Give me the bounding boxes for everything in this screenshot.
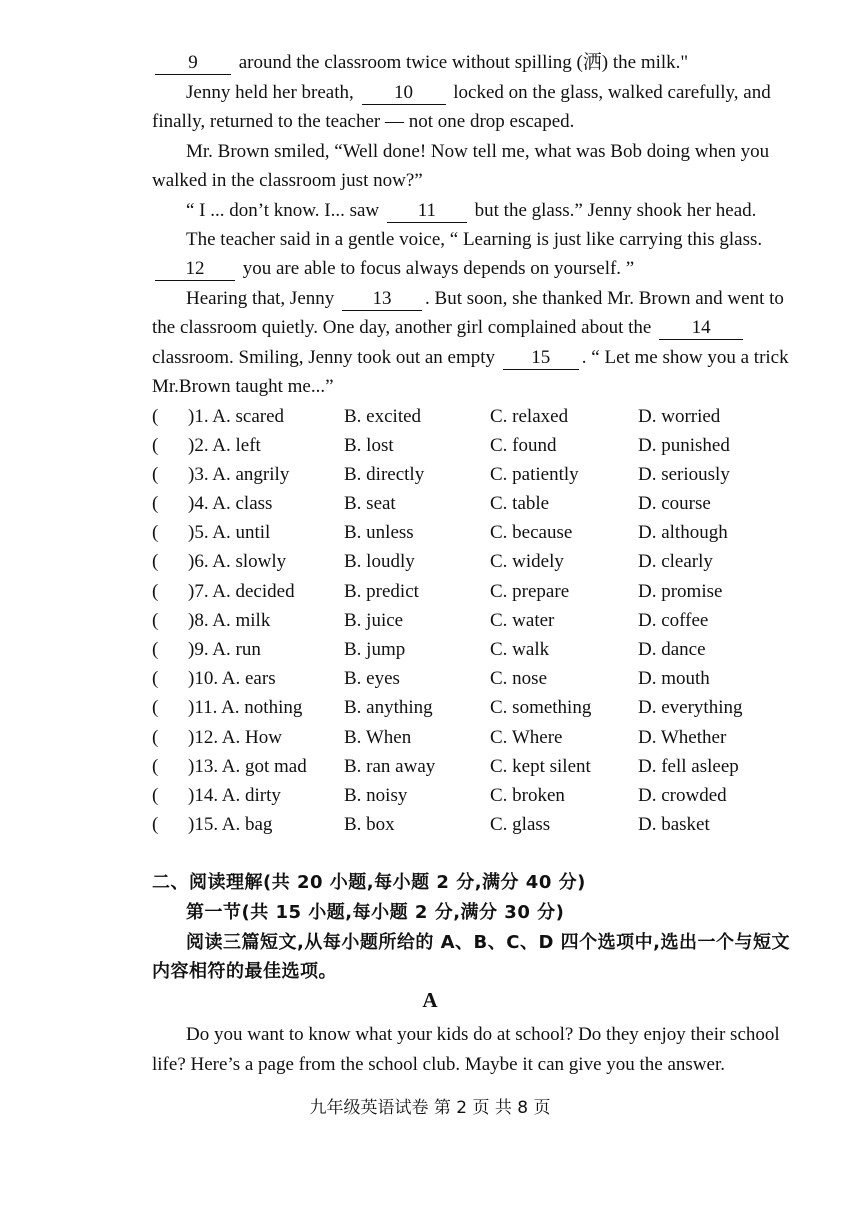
- option-d: D. course: [638, 493, 711, 514]
- instructions-line-2: 内容相符的最佳选项。: [152, 961, 337, 982]
- option-d: D. crowded: [638, 785, 727, 806]
- option-c: C. widely: [490, 551, 564, 572]
- option-b: B. ran away: [344, 756, 436, 777]
- passage-line-2: [186, 78, 816, 107]
- answer-paren[interactable]: (: [152, 493, 159, 514]
- option-b: B. loudly: [344, 551, 415, 572]
- question-row: [152, 664, 782, 693]
- option-a: )4. A. class: [188, 493, 273, 514]
- option-c: C. found: [490, 435, 557, 456]
- question-row: [152, 781, 782, 810]
- question-row: [152, 693, 782, 722]
- answer-paren[interactable]: (: [152, 610, 159, 631]
- blank-14: 14: [659, 317, 743, 340]
- option-b: B. excited: [344, 406, 422, 427]
- option-d: D. promise: [638, 581, 723, 602]
- option-a: )13. A. got mad: [188, 756, 307, 777]
- passage-line-6: [186, 196, 816, 225]
- option-d: D. fell asleep: [638, 756, 739, 777]
- option-b: B. anything: [344, 697, 433, 718]
- passage-line-5: walked in the classroom just now?”: [152, 170, 423, 191]
- passage-text: around the classroom twice without spilling (洒) the milk.": [238, 52, 689, 73]
- option-a: )2. A. left: [188, 435, 261, 456]
- option-d: D. basket: [638, 814, 710, 835]
- question-row: [152, 606, 782, 635]
- option-d: D. Whether: [638, 727, 727, 748]
- question-row: [152, 518, 782, 547]
- answer-paren[interactable]: (: [152, 785, 159, 806]
- blank-9: 9: [155, 52, 231, 75]
- option-c: C. relaxed: [490, 406, 569, 427]
- option-c: C. something: [490, 697, 592, 718]
- passage-text: “ I ... don’t know. I... saw: [186, 200, 380, 221]
- option-b: B. eyes: [344, 668, 400, 689]
- option-c: C. broken: [490, 785, 565, 806]
- option-c: C. patiently: [490, 464, 579, 485]
- reading-line-2: life? Here’s a page from the school club. Maybe it can give you the answer.: [152, 1054, 725, 1075]
- option-b: B. juice: [344, 610, 404, 631]
- option-d: D. although: [638, 522, 728, 543]
- section-heading: 二、阅读理解(共 20 小题,每小题 2 分,满分 40 分): [152, 872, 586, 893]
- instructions-line-1: 阅读三篇短文,从每小题所给的 A、B、C、D 四个选项中,选出一个与短文: [186, 932, 791, 953]
- passage-text: but the glass.” Jenny shook her head.: [474, 200, 757, 221]
- question-row: [152, 402, 782, 431]
- option-c: C. walk: [490, 639, 550, 660]
- option-a: )8. A. milk: [188, 610, 271, 631]
- option-a: )3. A. angrily: [188, 464, 290, 485]
- option-b: B. jump: [344, 639, 406, 660]
- option-b: B. lost: [344, 435, 394, 456]
- option-a: )11. A. nothing: [188, 697, 303, 718]
- answer-paren[interactable]: (: [152, 551, 159, 572]
- blank-15: 15: [503, 347, 579, 370]
- option-b: B. When: [344, 727, 412, 748]
- option-a: )12. A. How: [188, 727, 282, 748]
- option-c: C. kept silent: [490, 756, 591, 777]
- question-row: [152, 752, 782, 781]
- option-a: )7. A. decided: [188, 581, 295, 602]
- option-c: C. table: [490, 493, 550, 514]
- option-d: D. seriously: [638, 464, 730, 485]
- passage-line-12: Mr.Brown taught me...”: [152, 376, 334, 397]
- passage-line-4: Mr. Brown smiled, “Well done! Now tell me, what was Bob doing when you: [186, 141, 770, 162]
- option-c: C. glass: [490, 814, 551, 835]
- option-d: D. everything: [638, 697, 743, 718]
- passage-line-3: finally, returned to the teacher — not one drop escaped.: [152, 111, 575, 132]
- option-c: C. prepare: [490, 581, 570, 602]
- blank-13: 13: [342, 288, 422, 311]
- reading-line-1: Do you want to know what your kids do at school? Do they enjoy their school: [186, 1024, 780, 1045]
- option-a: )1. A. scared: [188, 406, 285, 427]
- passage-line-9: [186, 284, 816, 313]
- option-b: B. noisy: [344, 785, 408, 806]
- option-c: C. Where: [490, 727, 563, 748]
- question-row: [152, 577, 782, 606]
- passage-text: . But soon, she thanked Mr. Brown and went to: [425, 288, 784, 309]
- passage-line-7: The teacher said in a gentle voice, “ Learning is just like carrying this glass.: [186, 229, 763, 250]
- option-c: C. because: [490, 522, 573, 543]
- passage-line-8: [152, 254, 782, 283]
- option-d: D. coffee: [638, 610, 709, 631]
- passage-text: Hearing that, Jenny: [186, 288, 335, 309]
- question-row: [152, 810, 782, 839]
- option-d: D. mouth: [638, 668, 710, 689]
- option-a: )6. A. slowly: [188, 551, 287, 572]
- option-a: )10. A. ears: [188, 668, 276, 689]
- passage-text: locked on the glass, walked carefully, and: [453, 82, 771, 103]
- passage-line-10: [152, 313, 782, 342]
- question-row: [152, 723, 782, 752]
- option-b: B. predict: [344, 581, 419, 602]
- passage-text: Jenny held her breath,: [186, 82, 354, 103]
- answer-paren[interactable]: (: [152, 639, 159, 660]
- subsection-heading: 第一节(共 15 小题,每小题 2 分,满分 30 分): [186, 902, 565, 923]
- option-d: D. punished: [638, 435, 730, 456]
- answer-paren[interactable]: (: [152, 464, 159, 485]
- answer-paren[interactable]: (: [152, 581, 159, 602]
- question-row: [152, 460, 782, 489]
- option-d: D. worried: [638, 406, 721, 427]
- answer-paren[interactable]: (: [152, 727, 159, 748]
- answer-paren[interactable]: (: [152, 697, 159, 718]
- answer-paren[interactable]: (: [152, 522, 159, 543]
- passage-text: you are able to focus always depends on yourself. ”: [242, 258, 635, 279]
- option-a: )15. A. bag: [188, 814, 273, 835]
- question-row: [152, 431, 782, 460]
- option-b: B. directly: [344, 464, 425, 485]
- option-a: )9. A. run: [188, 639, 261, 660]
- passage-text: the classroom quietly. One day, another girl complained about the: [152, 317, 652, 338]
- option-c: C. nose: [490, 668, 547, 689]
- answer-paren[interactable]: (: [152, 435, 159, 456]
- passage-text: . “ Let me show you a trick: [581, 347, 789, 368]
- blank-12: 12: [155, 258, 235, 281]
- option-b: B. box: [344, 814, 395, 835]
- option-b: B. seat: [344, 493, 396, 514]
- page-footer: 九年级英语试卷 第 2 页 共 8 页: [309, 1098, 551, 1118]
- answer-paren[interactable]: (: [152, 406, 159, 427]
- question-row: [152, 489, 782, 518]
- option-a: )14. A. dirty: [188, 785, 281, 806]
- passage-letter: A: [422, 988, 438, 1012]
- blank-11: 11: [387, 200, 467, 223]
- answer-paren[interactable]: (: [152, 756, 159, 777]
- blank-10: 10: [362, 82, 446, 105]
- passage-line-11: [152, 343, 789, 372]
- option-d: D. clearly: [638, 551, 713, 572]
- option-c: C. water: [490, 610, 555, 631]
- option-d: D. dance: [638, 639, 706, 660]
- passage-line-1: [152, 48, 782, 77]
- passage-text: classroom. Smiling, Jenny took out an empty: [152, 347, 496, 368]
- answer-paren[interactable]: (: [152, 668, 159, 689]
- answer-paren[interactable]: (: [152, 814, 159, 835]
- question-row: [152, 547, 782, 576]
- question-row: [152, 635, 782, 664]
- option-b: B. unless: [344, 522, 414, 543]
- option-a: )5. A. until: [188, 522, 271, 543]
